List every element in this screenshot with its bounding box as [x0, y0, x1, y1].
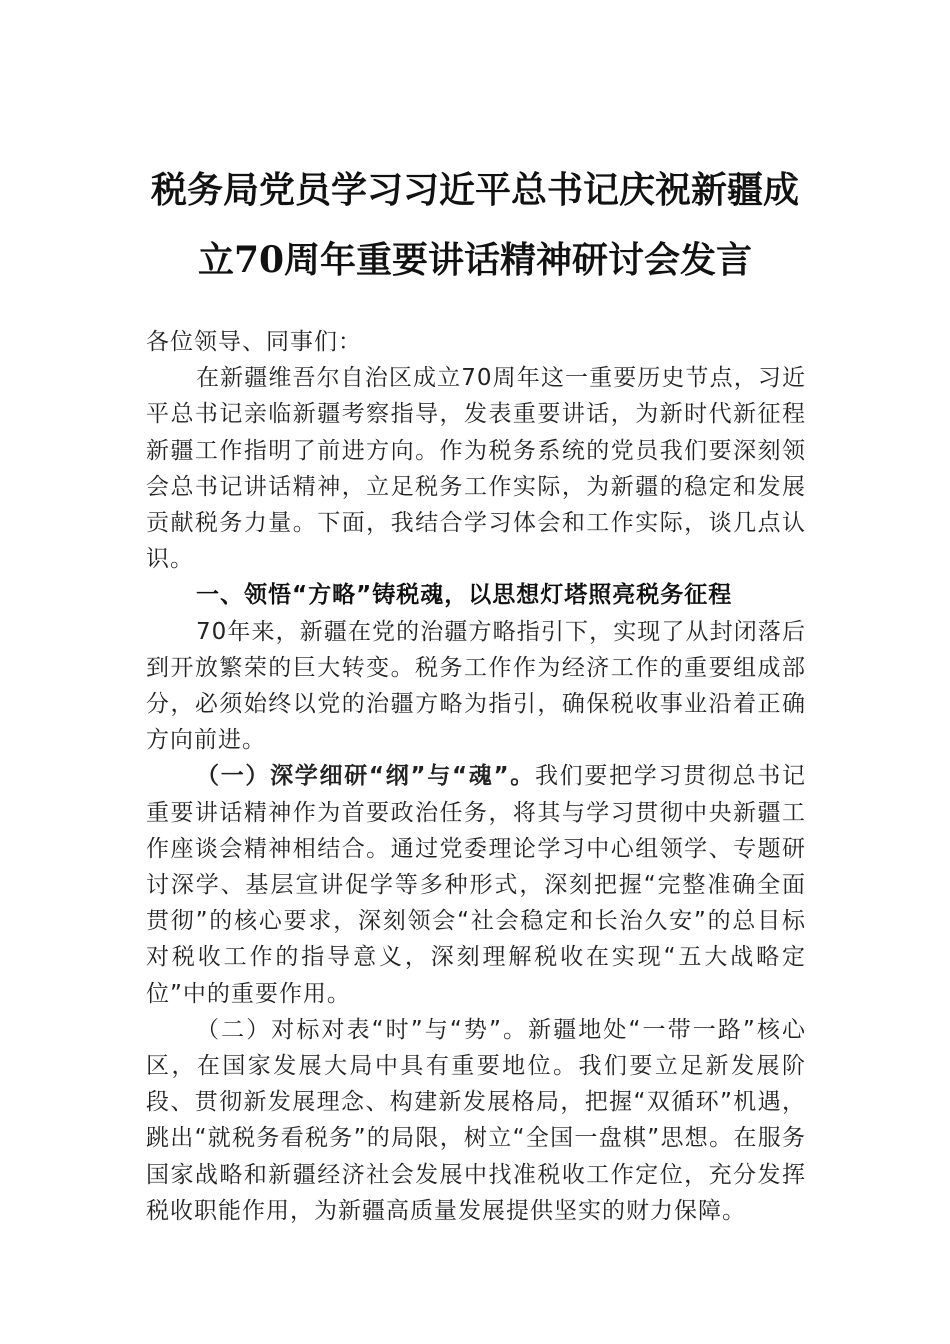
subsection-2-paragraph — [146, 1012, 806, 1229]
subsection-2-text: 新疆地处“一带一路”核心区，在国家发展大局中具有重要地位。我们要立足新发展阶段、贯彻新发展理念、构建新发展格局，把握“双循环”机遇，跳出“就税务看税务”的局限，树立“全国一盘棋”思想。在服务国家战略和新疆经济社会发展中找准税收工作定位，充分发挥税收职能作用，为新疆高质量发展提供坚实的财力保障。 — [146, 1016, 806, 1224]
subsection-2-title: （二）对标对表“时”与“势”。 — [196, 1016, 529, 1043]
section-1-heading: 一、领悟“方略”铸税魂，以思想灯塔照亮税务征程 — [196, 582, 733, 609]
subsection-1-paragraph — [146, 758, 806, 1011]
section-1-paragraph: 70年来，新疆在党的治疆方略指引下，实现了从封闭落后到开放繁荣的巨大转变。税务工作作为经济工作的重要组成部分，必须始终以党的治疆方略为指引，确保税收事业沿着正确方向前进。 — [146, 618, 806, 754]
salutation: 各位领导、同事们： — [146, 329, 362, 355]
subsection-1-title: （一）深学细研“纲”与“魂”。 — [196, 763, 535, 790]
document-title-line-1: 税务局党员学习习近平总书记庆祝新疆成 — [150, 169, 799, 211]
document-body — [146, 324, 806, 1229]
subsection-1-text: 我们要把学习贯彻总书记重要讲话精神作为首要政治任务，将其与学习贯彻中央新疆工作座谈会精神相结合。通过党委理论学习中心组领学、专题研讨深学、基层宣讲促学等多种形式，深刻把握“完整准确全面贯彻”的核心要求，深刻领会“社会稳定和长治久安”的总目标对税收工作的指导意义，深刻理解税收在实现“五大战略定位”中的重要作用。 — [146, 763, 806, 1007]
intro-paragraph: 在新疆维吾尔自治区成立70周年这一重要历史节点，习近平总书记亲临新疆考察指导，发表重要讲话，为新时代新征程新疆工作指明了前进方向。作为税务系统的党员我们要深刻领会总书记讲话精神，立足税务工作实际，为新疆的稳定和发展贡献税务力量。下面，我结合学习体会和工作实际，谈几点认识。 — [146, 365, 806, 573]
document-title-line-2: 立70周年重要讲话精神研讨会发言 — [197, 239, 753, 281]
